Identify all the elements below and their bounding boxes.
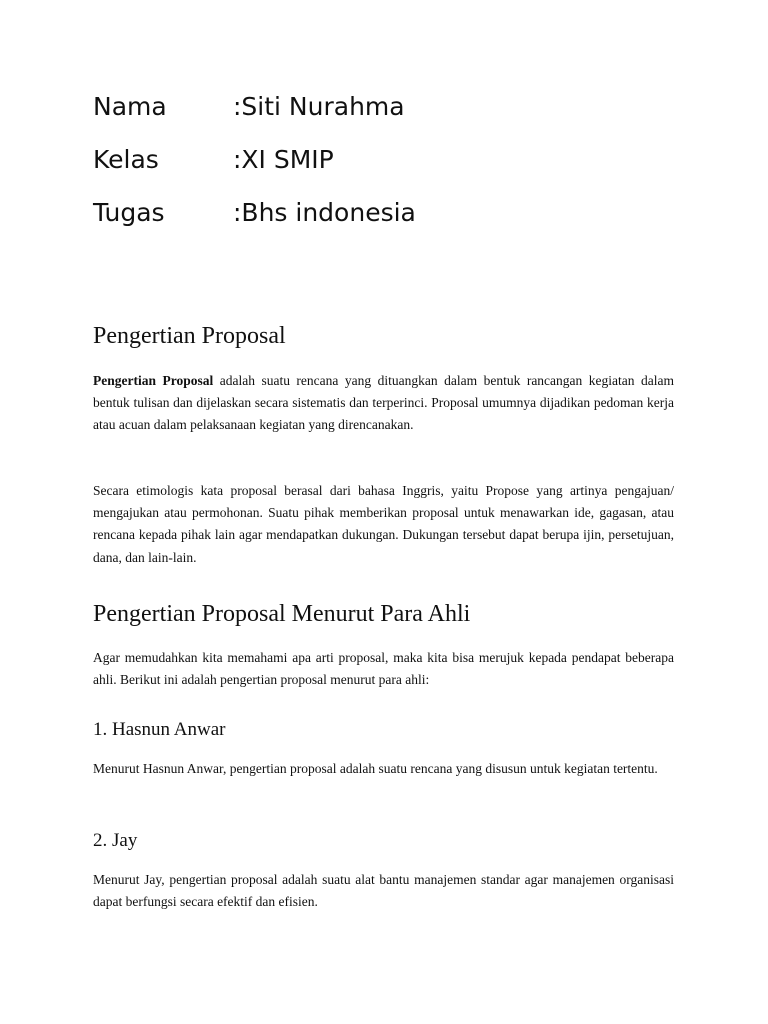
header-label-tugas: Tugas <box>93 198 165 227</box>
expert-text-jay: Menurut Jay, pengertian proposal adalah suatu alat bantu manajemen standar agar manajemen organisasi dapat berfungsi secara efektif dan efisien. <box>93 872 674 910</box>
header-value-tugas: :Bhs indonesia <box>233 198 416 227</box>
expert-text-hasnun-anwar: Menurut Hasnun Anwar, pengertian proposal adalah suatu rencana yang disusun untuk kegiatan tertentu. <box>93 761 658 776</box>
paragraph-definition-term: Pengertian Proposal <box>93 373 214 388</box>
expert-heading-jay: 2. Jay <box>93 830 138 851</box>
header-label-kelas: Kelas <box>93 145 159 174</box>
paragraph-definition <box>93 370 674 437</box>
header-value-kelas: :XI SMIP <box>233 145 334 174</box>
expert-heading-hasnun-anwar: 1. Hasnun Anwar <box>93 719 226 740</box>
paragraph-definition-text: adalah suatu rencana yang dituangkan dalam bentuk rancangan kegiatan dalam bentuk tulisan dan dijelaskan secara sistematis dan terperinci. Proposal umumnya dijadikan pedoman kerja atau acuan dalam pelaksanaan kegiatan yang direncanakan. <box>93 373 674 433</box>
section-heading-pengertian: Pengertian Proposal <box>93 323 286 349</box>
section-heading-menurut-ahli: Pengertian Proposal Menurut Para Ahli <box>93 601 471 627</box>
paragraph-intro-ahli: Agar memudahkan kita memahami apa arti proposal, maka kita bisa merujuk kepada pendapat beberapa ahli. Berikut ini adalah pengertian proposal menurut para ahli: <box>93 650 674 688</box>
header-value-nama: :Siti Nurahma <box>233 92 405 121</box>
paragraph-etymology: Secara etimologis kata proposal berasal dari bahasa Inggris, yaitu Propose yang artinya pengajuan/ mengajukan atau permohonan. Suatu pihak memberikan proposal untuk menawarkan ide, gagasan, atau rencana kepada pihak lain agar mendapatkan dukungan. Dukungan tersebut dapat berupa ijin, persetujuan, dana, dan lain-lain. <box>93 483 674 565</box>
header-label-nama: Nama <box>93 92 167 121</box>
